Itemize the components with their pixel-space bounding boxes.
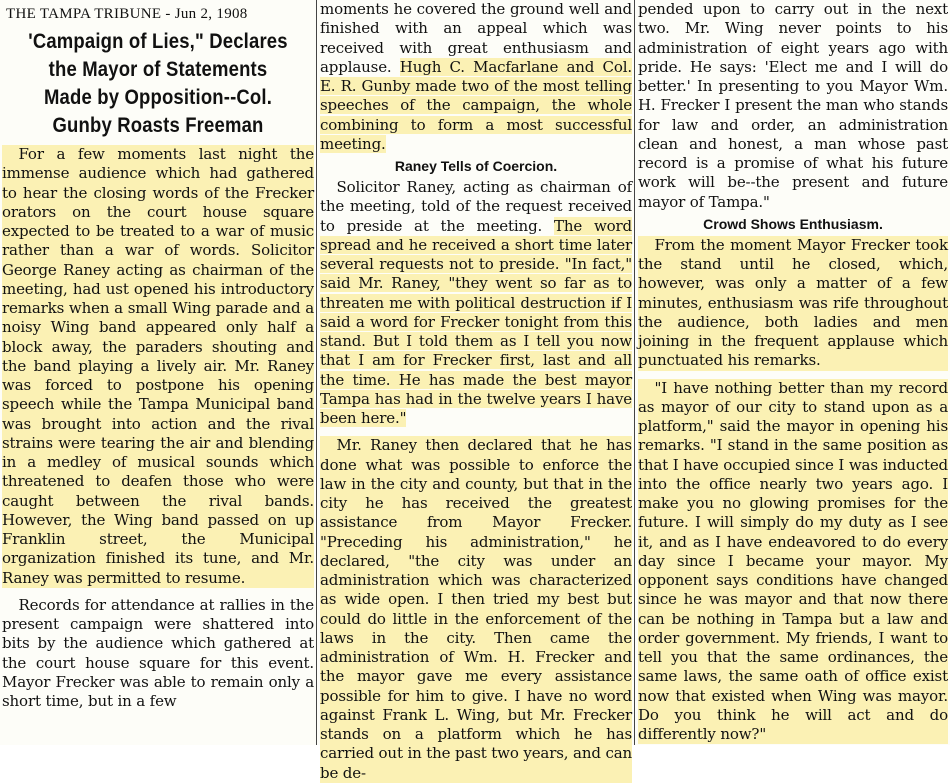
column-3-paragraph-3: "I have nothing better than my record as mayor of our city to stand upon as a platform," said the mayor in opening his remarks. "I stand in the same position as that I have occupied since I was inducted into the office nearly two years ago. I make you no glowing promises for the future. I will simply do my duty as I see it, and as I have endeavored to do every day since I became your mayor. My opponent says conditions have changed since he was mayor and that now there can be nothing in Tampa but a law and order government. My friends, I want to tell you that the same ordinances, the same laws, the same oath of office exist now that existed when Wing was mayor. Do you think he will act and do differently now?" — [638, 378, 948, 743]
column-2-paragraph-3: Mr. Raney then declared that he has done what was possible to enforce the law in the city and county, but that in the city he has received the greatest assistance from Mayor Frecker. "Preceding his administration," he declared, "the city was under an administration which was characterized as wide open. I then tried my best but could do little in the enforcement of the laws in the city. Then came the administration of Wm. H. Frecker and the mayor gave me every assistance possible for him to give. I have no word against Frank L. Wing, but Mr. Frecker stands on a platform which he has carried out in the past two years, and can be de- — [320, 436, 632, 782]
column-2-paragraph-2-highlight: The word spread and he received a short time later several requests not to preside. "In fact," said Mr. Raney, "they went so far as to threaten me with political destruction if I said a word for Frecker tonight from this stand. But I told them as I tell you now that I am for Frecker first, last and all the time. He has made the best mayor Tampa has had in the twelve years I have been here." — [320, 216, 632, 427]
subhead-crowd-shows-enthusiasm: Crowd Shows Enthusiasm. — [703, 215, 883, 232]
column-1-paragraph-1: For a few moments last night the immense audience which had gathered to hear the closing words of the Frecker orators on the court house square expected to be treated to a war of music rather than a war of words. Solicitor George Raney acting as chairman of the meeting, had ust opened his introductory remarks when a small Wing parade and a noisy Wing band appeared only half a block away, the paraders shouting and the band playing a lively air. Mr. Raney was forced to postpone his opening speech while the Tampa Municipal band was brought into action and the rival strains were tearing the air and blending in a medley of musical sounds which threatened to deafen those who were caught between the rival bands. However, the Wing band passed on up Franklin street, the Municipal organization finished its tune, and Mr. Raney was permitted to resume. — [2, 145, 314, 587]
column-2-paragraph-2-text: Solicitor Raney, acting as chairman of the meeting, told of the request received to preside at the meeting. — [320, 178, 632, 235]
column-2-paragraph-1 — [320, 0, 632, 154]
column-1 — [2, 0, 314, 745]
column-1-paragraph-2: Records for attendance at rallies in the present campaign were shattered into bits by the audience which gathered at the court house square for this event. Mayor Frecker was able to remain only a short time, but in a few — [2, 595, 314, 710]
column-divider — [634, 0, 635, 745]
column-2-paragraph-2 — [320, 178, 632, 428]
headline: 'Campaign of Lies," Declares the Mayor of Statements Made by Opposition--Col. Gunby Roasts Freeman — [28, 29, 288, 137]
column-2-paragraph-1-highlight: Hugh C. Macfarlane and Col. E. R. Gunby made two of the most telling speeches of the campaign, the whole combining to form a most successful meeting. — [320, 57, 632, 153]
column-divider — [316, 0, 317, 745]
subhead-raney-tells-of-coercion: Raney Tells of Coercion. — [394, 158, 558, 174]
column-3-paragraph-1: pended upon to carry out in the next two. Mr. Wing never points to his administration of eight years ago with pride. He says: 'Elect me and I will do better.' In presenting to you Mayor Wm. H. Frecker I present the man who stands for law and order, an administration clean and honest, a man whose past record is a promise of what his future work will be--the present and future mayor of Tampa." — [638, 0, 948, 211]
column-2 — [320, 0, 632, 782]
column-2-paragraph-1-text: moments he covered the ground well and finished with an appeal which was received with great enthusiasm and applause. — [320, 0, 632, 76]
column-3-paragraph-2: From the moment Mayor Frecker took the stand until he closed, which, however, was only a matter of a few minutes, enthusiasm was rife throughout the audience, both ladies and men joining in the frequent applause which punctuated his remarks. — [638, 235, 948, 370]
masthead: THE TAMPA TRIBUNE - Jun 2, 1908 — [6, 6, 248, 22]
column-3 — [638, 0, 948, 745]
